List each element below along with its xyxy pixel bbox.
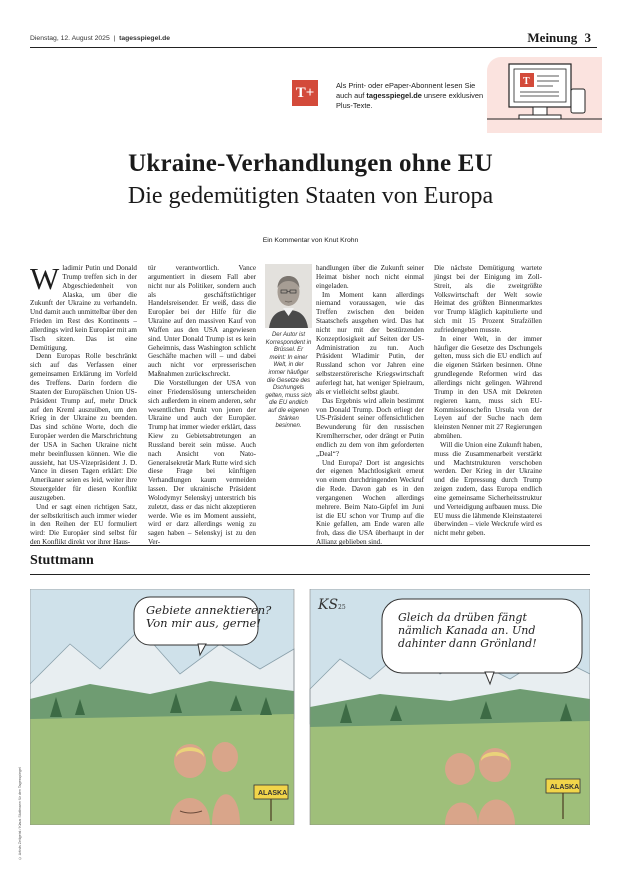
section-divider [30, 545, 590, 546]
cartoon-section-title: Stuttmann [30, 553, 94, 568]
speech-bubble-1: Gebiete annektieren? Von mir aus, gerne! [146, 603, 272, 630]
drop-cap: W [30, 261, 60, 296]
paragraph: Denn Europas Rolle beschränkt sich auf das Verfassen einer gemeinsamen Erklärung im Vorfeld des Treffens. Darin fordern die Staaten der Europäischen Union US-Präsident Trump auf, mehr Druck auf den Kreml auszuüben, um den Krieg in der Ukraine zu beenden. Das sind schöne Worte, doch die Europäer werden die Marschrichtung der USA in Sachen Ukraine nicht mehr beeinflussen können. Wie die aussieht, hat US-Vizepräsident J. D. Vance in diesen Tagen erklärt: Die Amerikaner seien es leid, weiter ihre Steuergelder für diesen Konflikt auszugeben. [30, 352, 137, 502]
page-number: 3 [584, 30, 591, 45]
svg-text:T: T [523, 76, 530, 87]
page-header [30, 24, 597, 46]
paragraph: Will die Union eine Zukunft haben, muss die Zusammenarbeit verstärkt und Machtstrukturen verschoben werden. Der Krieg in der Ukraine und die Erpressung durch Trump zeigen zudem, dass Europa endlich eine gemeinsame Sicherheitsstruktur und Verteidigung aufbauen muss. Die EU muss die lähmende Kleinstaaterei überwinden – viele Weckrufe wird es nicht mehr geben. [434, 440, 542, 538]
paragraph: Wladimir Putin und Donald Trump treffen sich in der Abgeschiedenheit von Alaska, um über die Zukunft der Ukraine zu verhandeln. Und damit auch unmittelbar über den Frieden im Rest des Kontinents – allerdings wird kein Europäer mit am Tisch sitzen. Das ist eine Demütigung. [30, 261, 137, 352]
signature-year: 25 [338, 604, 346, 611]
cartoon [30, 589, 590, 825]
paragraph: Die nächste Demütigung wartete jüngst bei der Einigung im Zoll-Streit, als die zweitgrößte Volkswirtschaft der Welt sowie Heimat des größten Binnenmarktes vor Trump kläglich kapitulierte und sich mit 15 Prozent Strafzöllen zufriedengeben musste. [434, 264, 542, 334]
paragraph: Die Vorstellungen der USA von einer Friedenslösung unterscheiden sich außerdem in einem anderen, sehr wesentlichen Punkt von jenen der Ukraine und auch der Europäer. Trump hat immer wieder erklärt, dass Kiew zu Gebietsabtretungen an Russland bereit sein müsse. Auch nach Ansicht von Nato-Generalsekretär Mark Rutte wird sich diese Frage bei künftigen Verhandlungen kaum vermeiden lassen. Der ukrainische Präsident Wolodymyr Selenskyj unterstrich bis zuletzt, dass er das nicht akzeptieren werde. Wie es im Moment aussieht, wird er darz allerdings wenig zu sagen haben – Selenskyj ist zu den Ver- [148, 378, 256, 547]
section-label [527, 30, 591, 46]
alaska-sign-1: ALASKA [258, 790, 288, 797]
promo-link[interactable]: tagesspiegel.de [366, 91, 422, 100]
article-column-2 [148, 264, 256, 547]
article-title: Ukraine-Verhandlungen ohne EU [128, 150, 493, 177]
article-column-3 [316, 264, 424, 547]
artist-signature: KS [318, 597, 339, 613]
speech-bubble-2: Gleich da drüben fängt nämlich Kanada an. Und dahinter dann Grönland! [398, 611, 537, 650]
paragraph: Und Europa? Dort ist angesichts der eigenen Machtlosigkeit erneut von einem durchdringenden Weckruf die Rede. Davon gab es in den vergangenen Wochen allerdings mehrere. Beim Nato-Gipfel im Juni ist die EU schon vor Trump auf die Knie gefallen, am Ende waren alle froh, dass die USA überhaupt in der Allianz geblieben sind. [316, 458, 424, 547]
header-date-line: Dienstag, 12. August 2025 | tagesspiegel.de [30, 35, 171, 42]
header-rule [30, 47, 597, 48]
promo-text: Als Print- oder ePaper-Abonnent lesen Sie auch auf tagesspiegel.de unsere exklusiven Plus-Texte. [336, 81, 484, 110]
article-subtitle: Die gedemütigten Staaten von Europa [127, 183, 494, 209]
cartoon-credit: © Artists Zeitgeist / Klaus Stuttmann für den Tagesspiegel [18, 767, 22, 860]
computer-with-tplus-icon [487, 57, 602, 133]
section-name: Meinung [527, 30, 578, 45]
tplus-promo[interactable] [292, 57, 602, 133]
header-site[interactable]: tagesspiegel.de [119, 35, 171, 42]
article-byline: Ein Kommentar von Knut Krohn [262, 237, 359, 244]
section-divider [30, 574, 590, 575]
author-photo [265, 264, 312, 328]
header-date: Dienstag, 12. August 2025 [30, 35, 110, 42]
alaska-sign-2: ALASKA [550, 784, 580, 791]
paragraph: Das Ergebnis wird allein bestimmt von Donald Trump. Doch erliegt der US-Präsident seiner offensichtlichen Bewunderung für den russischen Kremlherrscher, oder drängt er Putin endlich zu dem von ihm geforderten „Deal“? [316, 396, 424, 458]
tplus-logo: T+ [292, 80, 318, 106]
paragraph: Und er sagt einen richtigen Satz, der selbstkritisch auch immer wieder in den Reihen der EU formuliert wird: Die Europäer sind selbst für den Konflikt direkt vor ihrer Haus- [30, 502, 137, 547]
paragraph: Im Moment kann allerdings niemand voraussagen, wie das Treffen zwischen den beiden Staatschefs ausgehen wird. Das hat nicht nur mit der bestürzenden Konzeptlosigkeit auf Seiten der US-Administration zu tun. Auch Präsident Wladimir Putin, der Russland schon vor Jahren eine selbstzerstörerische Kriegswirtschaft auferlegt hat, hat weniger Spielraum, als er vielleicht selbst glaubt. [316, 290, 424, 396]
article-column-1 [30, 261, 137, 547]
author-block [265, 264, 312, 431]
article-column-4 [434, 264, 542, 538]
author-caption: Der Autor ist Korrespondent in Brüssel. Er meint: In einer Welt, in der immer häufiger die Gesetze des Dschungels gelten, muss sich die EU endlich auf die eigenen Stärken besinnen. [265, 332, 312, 430]
paragraph: In einer Welt, in der immer häufiger die Gesetze des Dschungels gelten, muss sich die EU endlich auf die eigenen Stärken besinnen. Ohne grundlegende Reformen wird das allerdings nicht gelingen. Während Trump in den USA mit Dekreten regieren kann, muss sich EU-Kommissionschefin Ursula von der Leyen auf der Suche nach dem kleinsten Nenner mit 27 Regierungen abmühen. [434, 334, 542, 441]
paragraph: tür verantwortlich. Vance argumentiert in diesem Fall aber nicht nur als Politiker, sondern auch als geschäftstüchtiger Handelsreisender. Er weiß, dass die Europäer bei der Hilfe für die Ukraine auf den massiven Kauf von Waffen aus den USA angewiesen sind. Unter Donald Trump ist es kein Geheimnis, dass Washington schlicht Geschäfte machen will – und dabei auch nicht vor erpresserischen Maßnahmen zurückschreckt. [148, 264, 256, 379]
paragraph: handlungen über die Zukunft seiner Heimat bisher noch nicht einmal eingeladen. [316, 264, 424, 290]
